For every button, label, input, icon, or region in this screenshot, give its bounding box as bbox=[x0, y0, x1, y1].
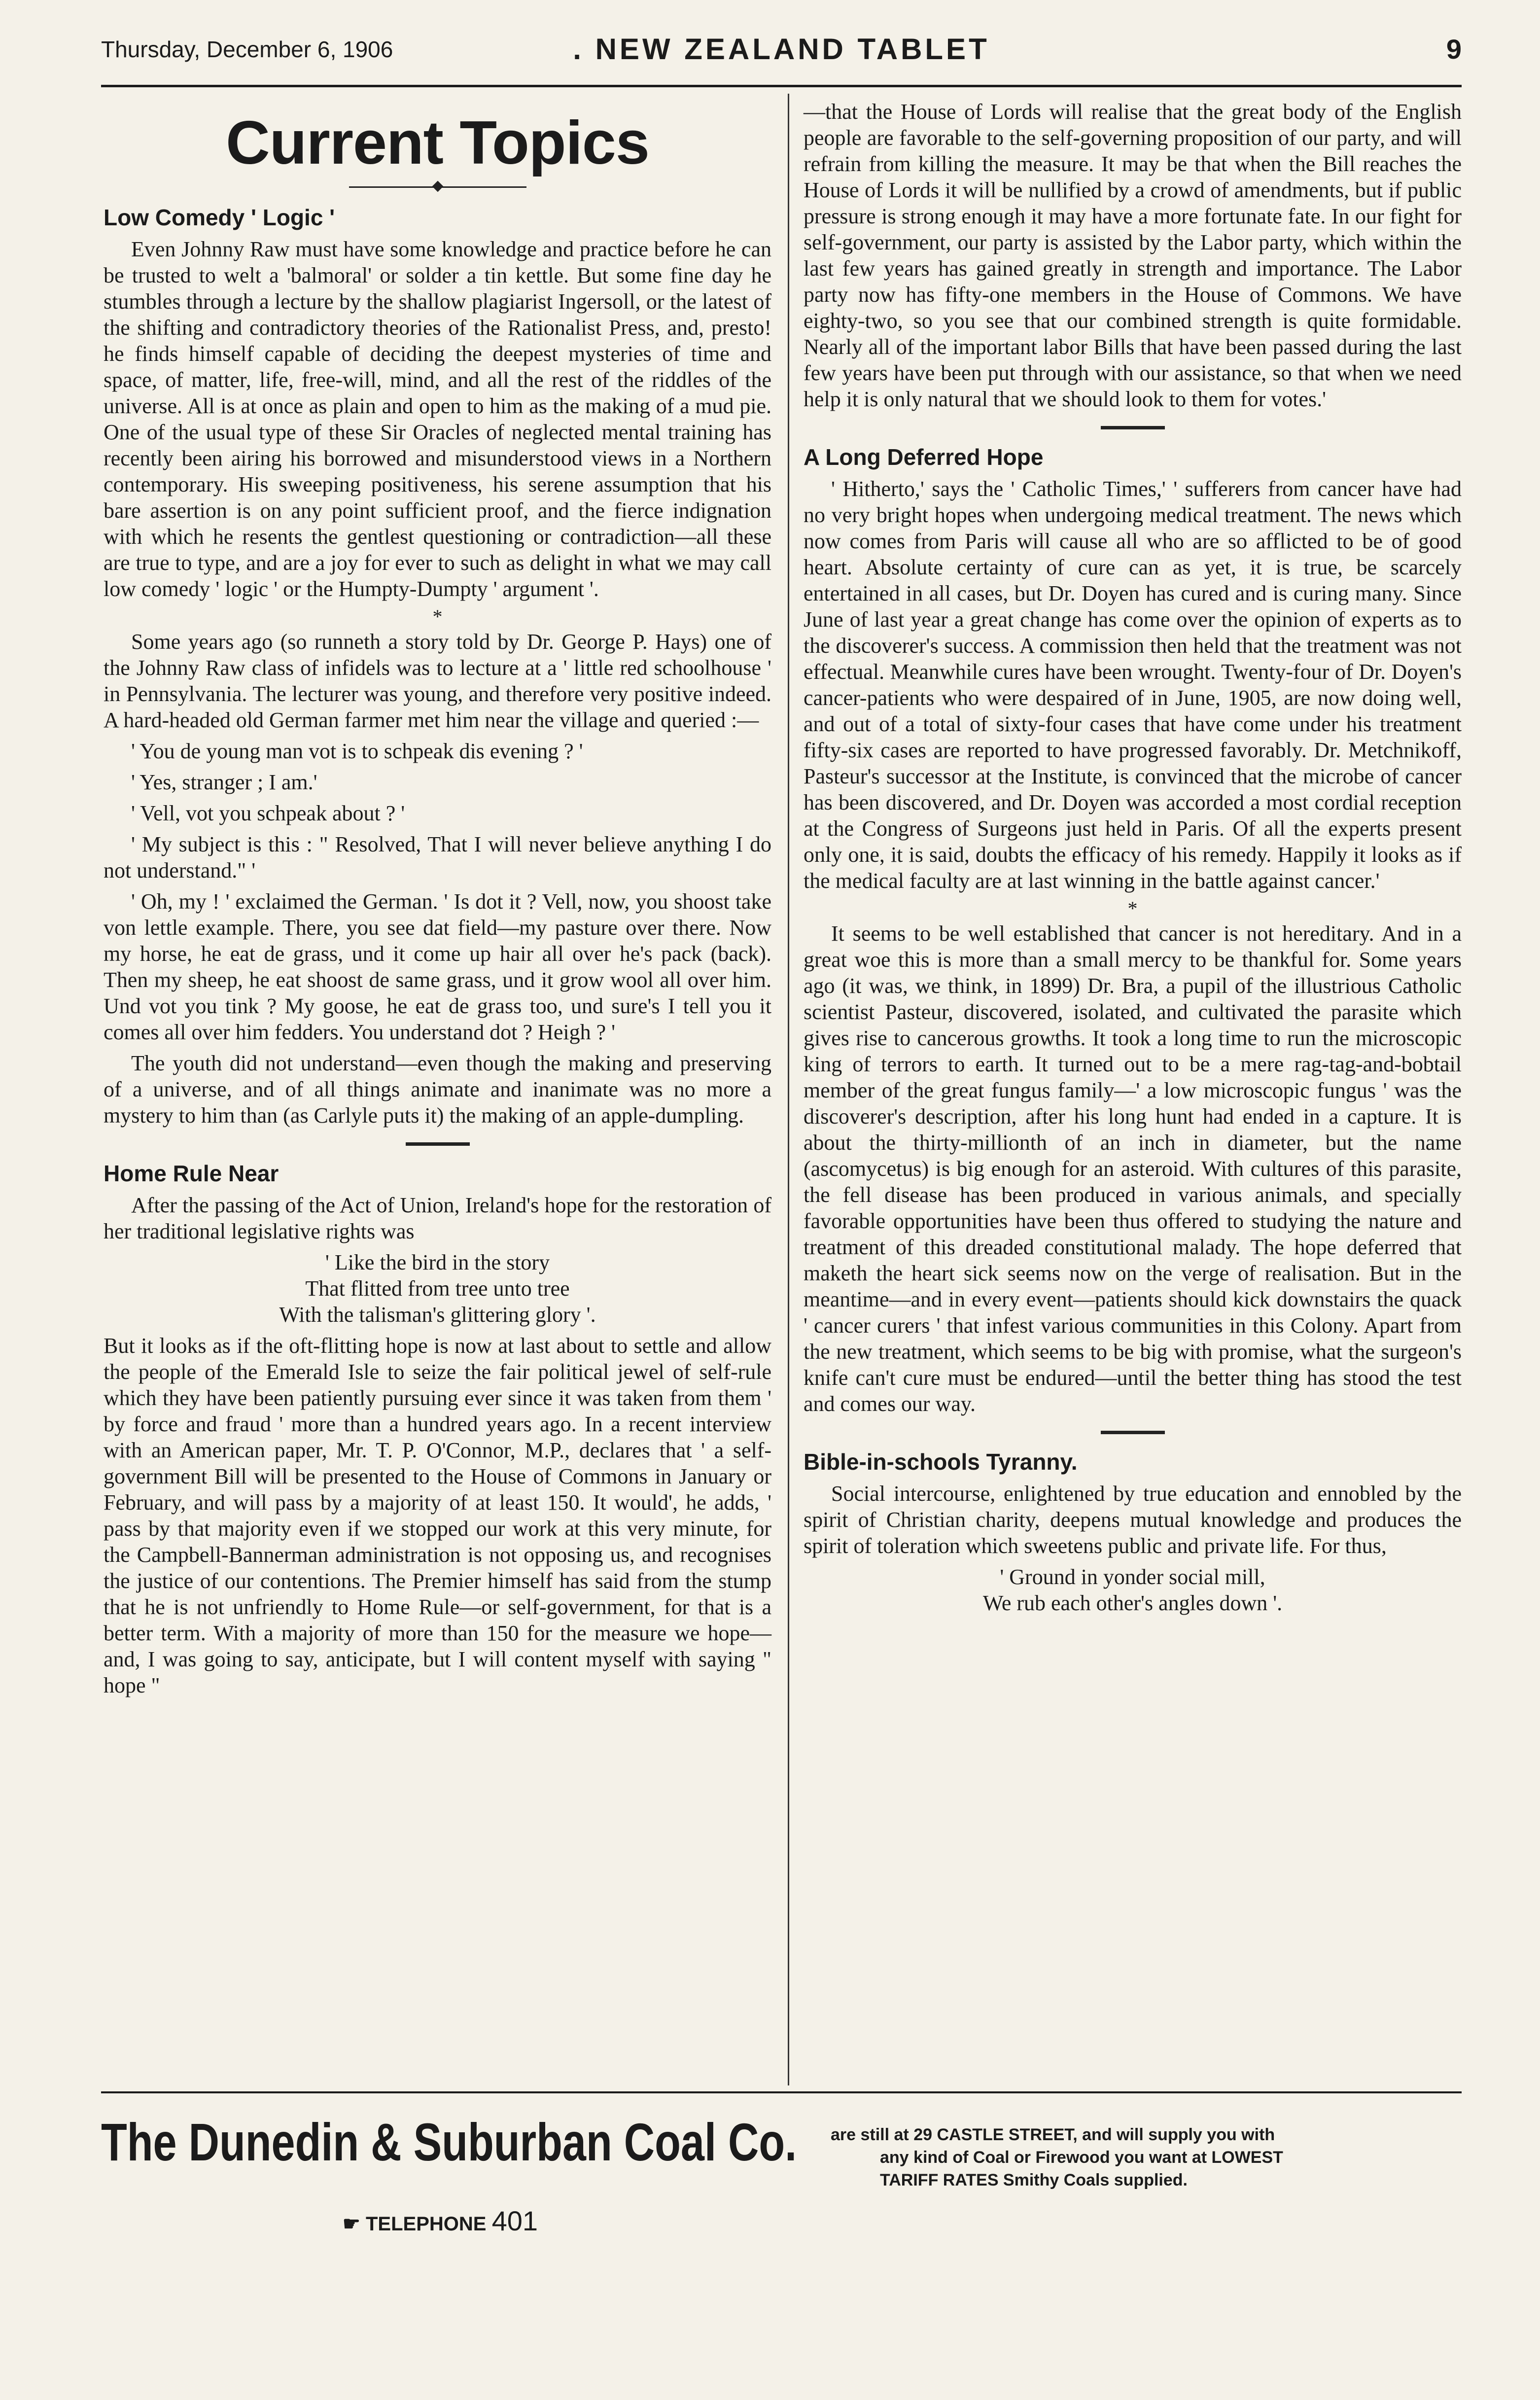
heading-long-deferred-hope: A Long Deferred Hope bbox=[804, 444, 1044, 470]
paragraph: Social intercourse, enlightened by true education and ennobled by the spirit of Christian charity, deepens mutual knowledge and produces the spirit of toleration which sweetens public and private life. For thus, bbox=[804, 1482, 1462, 1558]
right-column bbox=[804, 99, 1462, 1621]
star-separator-icon: * bbox=[432, 605, 443, 628]
verse-quote bbox=[104, 1249, 771, 1328]
dialogue-line: ' Yes, stranger ; I am.' bbox=[131, 770, 317, 794]
paragraph: The youth did not understand—even though the making and preserving of a universe, and of all things animate and inanimate was no more a mystery to him than (as Carlyle puts it) the making of an apple-dumpling. bbox=[104, 1051, 771, 1128]
verse-line: We rub each other's angles down '. bbox=[982, 1591, 1283, 1615]
pointing-hand-icon: ☛ bbox=[343, 2213, 366, 2235]
verse-line: With the talisman's glittering glory '. bbox=[279, 1303, 596, 1327]
telephone-label: TELEPHONE bbox=[365, 2213, 487, 2235]
section-title: Current Topics bbox=[226, 109, 649, 177]
issue-date: Thursday, December 6, 1906 bbox=[101, 36, 393, 62]
verse-line: ' Like the bird in the story bbox=[325, 1250, 550, 1274]
footer-rule bbox=[101, 2091, 1462, 2093]
dialogue-line: ' Oh, my ! ' exclaimed the German. ' Is dot it ? Vell, now, you shoost take von lettle example. There, you see dat field—my pasture over there. Now my horse, he eat de grass, und it come up hair all over he's pack (back). Then my sheep, he eat shoost de same grass, und it grow wool all over him. Und vot you tink ? My goose, he eat de grass too, und sure's I tell you it comes all over him fedders. You understand dot ? Heigh ? ' bbox=[104, 889, 771, 1044]
heading-home-rule: Home Rule Near bbox=[104, 1161, 279, 1186]
page-number: 9 bbox=[1446, 34, 1462, 65]
advertiser-name: The Dunedin & Suburban Coal Co. bbox=[101, 2112, 797, 2172]
dialogue-line: ' You de young man vot is to schpeak dis evening ? ' bbox=[131, 739, 583, 763]
page-header bbox=[101, 27, 1462, 84]
masthead-title: . NEW ZEALAND TABLET bbox=[573, 33, 990, 66]
advertisement-copy bbox=[831, 2123, 1462, 2191]
paragraph-continued: —that the House of Lords will realise that the great body of the English people are favorable to the self-governing proposition of our party, and will refrain from killing the measure. It may be that when the Bill reaches the House of Lords it will be nullified by a crowd of amendments, but if public pressure is strong enough it may have a more fortunate fate. In our fight for self-government, our party is assisted by the Labor party, which within the last few years has gained greatly in strength and importance. The Labor party now has fifty-one members in the House of Commons. We have eighty-two, so you see that our combined strength is quite formidable. Nearly all of the important labor Bills that have been passed during the last few years have been put through with our assistance, so that when we need help it is only natural that we should look to them for votes.' bbox=[804, 100, 1462, 411]
ad-line: any kind of Coal or Firewood you want at LOWEST bbox=[880, 2148, 1283, 2167]
header-rule bbox=[101, 85, 1462, 87]
section-separator bbox=[1101, 426, 1165, 429]
telephone-number: 401 bbox=[491, 2205, 538, 2236]
heading-bible-in-schools: Bible-in-schools Tyranny. bbox=[804, 1449, 1078, 1475]
section-separator bbox=[406, 1142, 470, 1146]
paragraph: After the passing of the Act of Union, Ireland's hope for the restoration of her traditional legislative rights was bbox=[104, 1193, 771, 1243]
section-separator bbox=[1101, 1431, 1165, 1434]
dialogue-line: ' My subject is this : " Resolved, That I will never believe anything I do not understand." ' bbox=[104, 832, 771, 882]
paragraph: But it looks as if the oft-flitting hope is now at last about to settle and allow the people of the Emerald Isle to seize the fair political jewel of self-rule which they have been patiently pursuing ever since it was taken from them ' by force and fraud ' more than a hundred years ago. In a recent interview with an American paper, Mr. T. P. O'Connor, M.P., declares that ' a self-government Bill will be presented to the House of Commons in January or February, and will pass by a majority of at least 150. It would', he adds, ' pass by that majority even if we stopped our work at this very minute, for the Campbell-Bannerman administration is not opposing us, and recognises the justice of our contentions. The Premier himself has said from the stump that he is not unfriendly to Home Rule—or self-government, for that is a better term. With a majority of more than 150 for the measure we hope—and, I was going to say, anticipate, but I will content myself with saying " hope " bbox=[104, 1334, 771, 1697]
verse-quote bbox=[804, 1564, 1462, 1616]
column-divider bbox=[788, 94, 789, 2085]
telephone bbox=[343, 2205, 538, 2237]
dialogue-line: ' Vell, vot you schpeak about ? ' bbox=[131, 801, 405, 825]
paragraph: ' Hitherto,' says the ' Catholic Times,' ' sufferers from cancer have had no very bright hopes when undergoing medical treatment. The news which now comes from Paris will cause all who are so afflicted to be of good heart. Absolute certainty of cure can as yet, it is true, be scarcely entertained in all cases, but Dr. Doyen has cured and is curing many. Since June of last year a great change has come over the opinion of experts as to the discoverer's success. A commission then held that the treatment was not effectual. Meanwhile cures have been wrought. Twenty-four of Dr. Doyen's cancer-patients who were despaired of in June, 1905, are now doing well, and out of a total of sixty-four cases that have come under his treatment fifty-six cases are reported to have progressed favorably. Dr. Metchnikoff, Pasteur's successor at the Institute, is convinced that the microbe of cancer has been discovered, and Dr. Doyen was accorded a most cordial reception at the Congress of Surgeons just held in Paris. Of all the experts present only one, it is said, doubts the efficacy of his remedy. Happily it looks as if the medical faculty are at last winning in the battle against cancer.' bbox=[804, 477, 1462, 893]
ad-line: TARIFF RATES Smithy Coals supplied. bbox=[880, 2171, 1188, 2189]
title-ornament-rule bbox=[349, 186, 526, 188]
verse-line: ' Ground in yonder social mill, bbox=[1000, 1565, 1265, 1589]
heading-low-comedy: Low Comedy ' Logic ' bbox=[104, 205, 335, 230]
left-column bbox=[104, 99, 771, 1703]
paragraph: Even Johnny Raw must have some knowledge and practice before he can be trusted to welt a 'balmoral' or solder a tin kettle. But some fine day he stumbles through a lecture by the shallow plagiarist Ingersoll, or the latest of the shifting and contradictory theories of the Rationalist Press, and, presto! he finds himself capable of deciding the deepest mysteries of time and space, of matter, life, free-will, mind, and all the rest of the riddles of the universe. All is at once as plain and open to him as the making of a mud pie. One of the usual type of these Sir Oracles of neglected mental training has recently been airing his borrowed and misunderstood views in a Northern contemporary. His sweeping positiveness, his serene assumption that his bare assertion is on any point sufficient proof, and the fierce indignation with which he resents the gentlest questioning or contradiction—all these are true to type, and are a joy for ever to such as delight in what we may call low comedy ' logic ' or the Humpty-Dumpty ' argument '. bbox=[104, 237, 771, 601]
verse-line: That flitted from tree unto tree bbox=[305, 1276, 570, 1301]
advertisement bbox=[101, 2101, 1462, 2249]
paragraph: It seems to be well established that cancer is not hereditary. And in a great woe this is more than a small mercy to be thankful for. Some years ago (it was, we think, in 1899) Dr. Bra, a pupil of the illustrious Catholic scientist Pasteur, discovered, isolated, and cultivated the parasite which gives rise to cancerous growths. It took a long time to run the microscopic king of terrors to earth. It turned out to be a mere rag-tag-and-bobtail member of the great fungus family—' a low microscopic fungus ' was the discoverer's description, after his long hunt had ended in a capture. It is about the thirty-millionth of an inch in diameter, but the name (ascomycetus) is big enough for an asteroid. With cultures of this parasite, the fell disease has been produced in various animals, and specially favorable opportunities have been thus offered to studying the nature and treatment of this dreaded constitutional malady. The hope deferred that maketh the heart sick seems now on the verge of realisation. But in the meantime—and in every event—patients should kick downstairs the quack ' cancer curers ' that infest various communities in this Colony. Apart from the new treatment, which seems to be big with promise, what the surgeon's knife can't cure must be endured—until the better thing has stood the test and comes our way. bbox=[804, 921, 1462, 1416]
ad-line: are still at 29 CASTLE STREET, and will supply you with bbox=[831, 2125, 1275, 2144]
star-separator-icon: * bbox=[1127, 897, 1138, 919]
paragraph: Some years ago (so runneth a story told by Dr. George P. Hays) one of the Johnny Raw class of infidels was to lecture at a ' little red schoolhouse ' in Pennsylvania. The lecturer was young, and therefore very positive indeed. A hard-headed old German farmer met him near the village and queried :— bbox=[104, 630, 771, 732]
